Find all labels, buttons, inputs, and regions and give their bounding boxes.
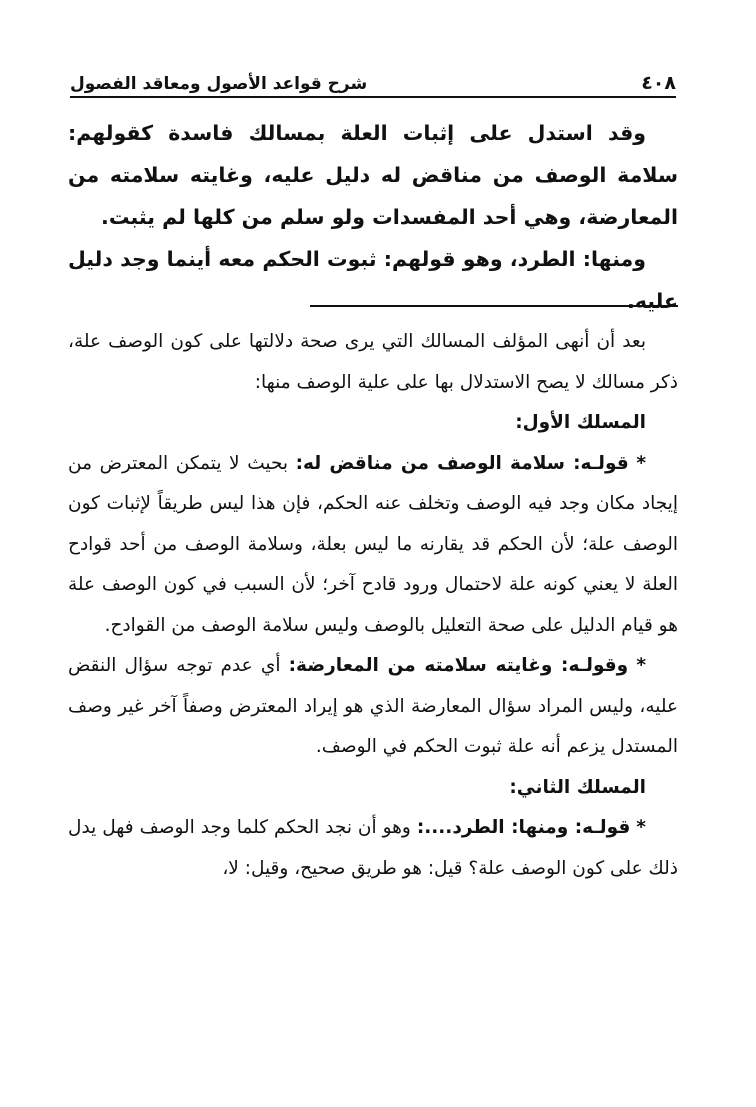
note-lead: قولـه: ومنها: الطرد....:: [416, 817, 631, 838]
main-paragraph-2: ومنها: الطرد، وهو قولهم: ثبوت الحكم معه أينما وجد دليل عليه.: [68, 247, 678, 313]
running-title: شرح قواعد الأصول ومعاقد الفصول: [70, 74, 368, 94]
page-header: [70, 62, 676, 94]
note-body: أي عدم توجه سؤال النقض عليه، وليس المراد سؤال المعارضة الذي هو إيراد المعترض وصفاً آخر غير وصف المستدل يزعم أنه علة ثبوت الحكم في الوصف.: [68, 655, 678, 757]
star-marker: *: [636, 817, 646, 838]
commentary-note-1: [68, 444, 678, 647]
note-lead: وقولـه: وغايته سلامته من المعارضة:: [288, 655, 629, 676]
section-heading-2: المسلك الثاني:: [509, 776, 646, 798]
star-marker: *: [636, 655, 646, 676]
page-number: ٤٠٨: [641, 72, 676, 94]
commentary: [68, 322, 678, 889]
note-body: وهو أن نجد الحكم كلما وجد الوصف فهل يدل ذلك على كون الوصف علة؟ قيل: هو طريق صحيح، وقيل: لا،: [68, 817, 678, 879]
commentary-note-2: [68, 646, 678, 768]
header-rule: [70, 96, 676, 98]
section-heading-1: المسلك الأول:: [515, 412, 646, 433]
commentary-intro: بعد أن أنهى المؤلف المسالك التي يرى صحة دلالتها على كون الوصف علة، ذكر مسالك لا يصح الاستدلال بها على علية الوصف منها:: [68, 331, 678, 393]
commentary-note-3: [68, 808, 678, 889]
main-paragraph-1: وقد استدل على إثبات العلة بمسالك فاسدة كقولهم: سلامة الوصف من مناقض له دليل عليه، وغايته سلامته من المعارضة، وهي أحد المفسدات ولو سلم من كلها لم يثبت.: [68, 121, 678, 229]
note-body: بحيث لا يتمكن المعترض من إيجاد مكان وجد فيه الوصف وتخلف عنه الحكم، فإن هذا ليس طريقاً لإثبات كون الوصف علة؛ لأن الحكم قد يقارنه ما ليس بعلة، وسلامة الوصف من أحد قوادح العلة لا يعني كونه علة لاحتمال ورود قادح آخر؛ لأن السبب في كون الوصف علة هو قيام الدليل على صحة التعليل بالوصف وليس سلامة الوصف من القوادح.: [68, 452, 678, 636]
note-lead: قولـه: سلامة الوصف من مناقض له:: [295, 452, 629, 474]
commentary-divider: [310, 305, 678, 307]
star-marker: *: [636, 452, 647, 474]
main-text: [68, 112, 678, 322]
